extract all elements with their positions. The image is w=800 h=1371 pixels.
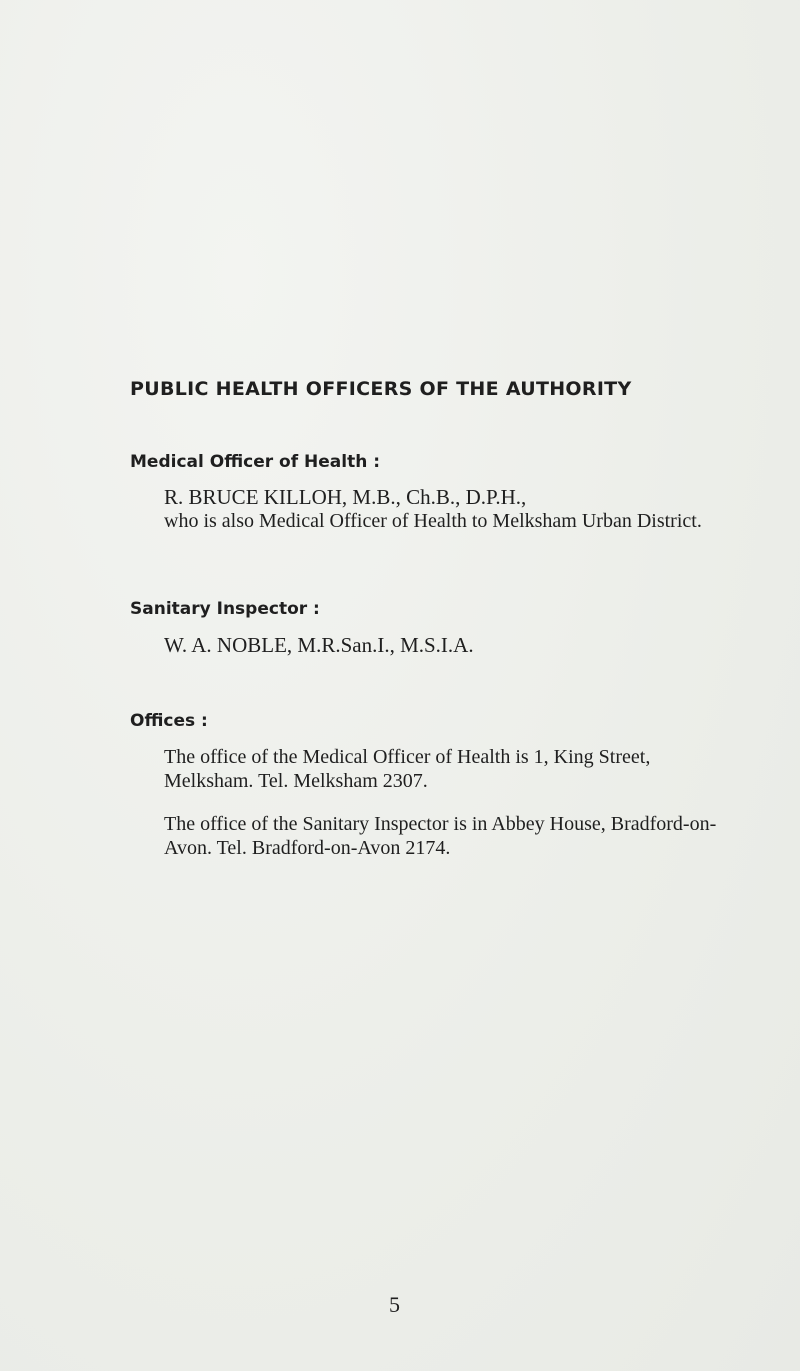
offices-heading: Offices : [130,711,208,731]
sanitary-inspector-heading: Sanitary Inspector : [130,599,320,619]
medical-officer-name: R. BRUCE KILLOH, M.B., Ch.B., D.P.H., [164,485,527,509]
sanitary-inspector-name: W. A. NOBLE, M.R.San.I., M.S.I.A. [164,633,474,657]
medical-officer-block [164,485,784,533]
offices-paragraph-sanitary: The office of the Sanitary Inspector is in Abbey House, Bradford-on-Avon. Tel. Bradford-on-Avon 2174. [164,813,717,859]
medical-officer-heading: Medical Officer of Health : [130,452,381,472]
page-title: PUBLIC HEALTH OFFICERS OF THE AUTHORITY [130,378,632,400]
offices-paragraph-medical: The office of the Medical Officer of Health is 1, King Street, Melksham. Tel. Melksham 2307. [164,746,651,792]
medical-officer-description: who is also Medical Officer of Health to Melksham Urban District. [164,510,702,532]
page-number: 5 [389,1292,400,1317]
sanitary-inspector-block [164,633,784,657]
